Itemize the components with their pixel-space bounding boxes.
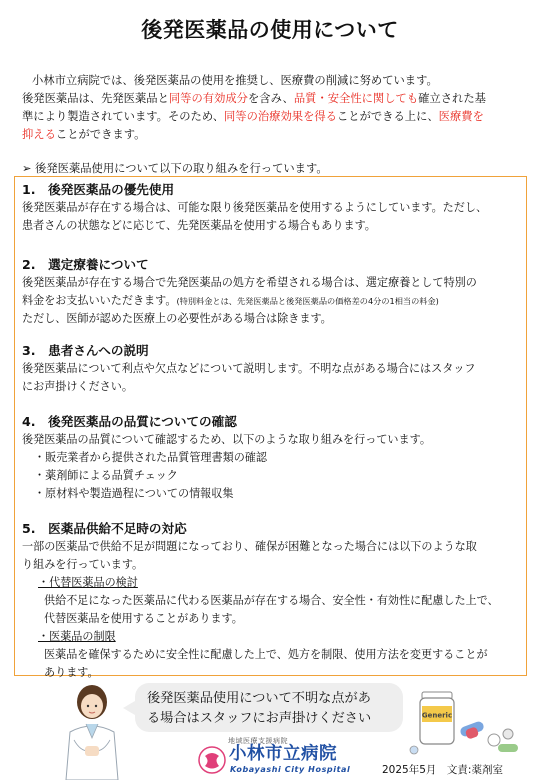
hospital-designation: 地域医療支援病院	[228, 737, 288, 745]
intro-line-3	[22, 108, 522, 126]
alternative-drug-item	[22, 574, 527, 628]
drug-restriction-item	[22, 628, 527, 682]
intro-line-2	[22, 90, 522, 108]
bubble-line: る場合はスタッフにお声掛けください	[147, 711, 372, 726]
intro-line-4	[22, 126, 522, 144]
section-heading: 1. 後発医薬品の優先使用	[22, 182, 175, 197]
generic-medicine-illustration-icon	[408, 690, 530, 760]
intro-paragraph	[22, 72, 522, 144]
intro-highlight: 品質・安全性に関しても	[293, 92, 419, 105]
section-heading: 4. 後発医薬品の品質についての確認	[22, 414, 237, 429]
list-item: ・薬剤師による品質チェック	[34, 469, 178, 482]
subitem-text: あります。	[44, 666, 99, 679]
section-heading: 3. 患者さんへの説明	[22, 343, 149, 358]
intro-highlight: 同等の有効成分	[168, 92, 248, 105]
section-heading: 2. 選定療養について	[22, 257, 149, 272]
subitem-title: ・医薬品の制限	[38, 630, 116, 643]
bubble-line: 後発医薬品使用について不明な点があ	[147, 691, 371, 706]
section-selective-care	[22, 256, 527, 328]
list-item: ・販売業者から提供された品質管理書類の確認	[34, 451, 267, 464]
intro-text: ことができます。	[55, 128, 146, 141]
section-text: ただし、医師が認めた医療上の必要性がある場合は除きます。	[22, 312, 332, 325]
section-text: 後発医薬品について利点や欠点などについて説明します。不明な点がある場合にはスタッフ	[22, 362, 476, 375]
section-heading: 5. 医薬品供給不足時の対応	[22, 521, 187, 536]
intro-highlight: 同等の治療効果を得る	[224, 110, 337, 123]
section-text: 一部の医薬品で供給不足が問題になっており、確保が困難となった場合には以下のような取	[22, 540, 477, 553]
section-text-main: 料金をお支払いいただきます。	[22, 294, 177, 307]
section-text: にお声掛けください。	[22, 380, 133, 393]
page-title: 後発医薬品の使用について	[141, 18, 399, 42]
section-text: 後発医薬品の品質について確認するため、以下のような取り組みを行っています。	[22, 433, 431, 446]
generic-label: Generic	[421, 711, 453, 720]
hospital-name: 小林市立病院	[229, 744, 337, 764]
intro-highlight: 医療費を	[438, 110, 484, 123]
subitem-title: ・代替医薬品の検討	[38, 576, 138, 589]
special-fee-note: (特別料金とは、先発医薬品と後発医薬品の価格差の4分の1相当の料金)	[176, 296, 439, 306]
intro-text: 後発医薬品は、先発医薬品と	[22, 92, 169, 105]
section-supply-shortage	[22, 520, 527, 682]
intro-text: を含み、	[247, 92, 294, 105]
speech-bubble	[135, 683, 403, 732]
section-text: 後発医薬品が存在する場合で先発医薬品の処方を希望される場合は、選定療養として特別の	[22, 276, 477, 289]
subitem-text: 供給不足になった医薬品に代わる医薬品が存在する場合、安全性・有効性に配慮した上で、	[44, 594, 499, 607]
quality-list	[22, 449, 527, 503]
list-item: ・原材料や製造過程についての情報収集	[34, 487, 234, 500]
intro-text: 確立された基	[418, 92, 486, 105]
section-text: り組みを行っています。	[22, 558, 144, 571]
intro-highlight: 抑える	[22, 128, 56, 141]
hospital-logo-icon	[198, 746, 226, 774]
section-text: 患者さんの状態などに応じて、先発医薬品を使用する場合もあります。	[22, 219, 376, 232]
section-quality-check	[22, 413, 527, 503]
footer-credit: 2025年5月 文責:薬剤室	[382, 764, 503, 776]
section-text	[22, 292, 527, 310]
intro-text: ことができる上に、	[336, 110, 439, 123]
section-text: 後発医薬品が存在する場合は、可能な限り後発医薬品を使用するようにしています。ただし、	[22, 201, 488, 214]
intro-text: 準により製造されています。そのため、	[22, 110, 224, 123]
pharmacist-illustration-icon	[52, 680, 132, 780]
initiatives-note: ➢ 後発医薬品使用について以下の取り組みを行っています。	[22, 162, 328, 175]
section-priority-use	[22, 181, 527, 235]
subitem-text: 代替医薬品を使用することがあります。	[44, 612, 243, 625]
section-patient-explanation	[22, 342, 527, 396]
subitem-text: 医薬品を確保するために安全性に配慮した上で、処方を制限、使用方法を変更することが	[44, 648, 488, 661]
hospital-name-english: Kobayashi City Hospital	[230, 765, 351, 774]
intro-line-1: 小林市立病院では、後発医薬品の使用を推奨し、医療費の削減に努めています。	[32, 74, 438, 87]
